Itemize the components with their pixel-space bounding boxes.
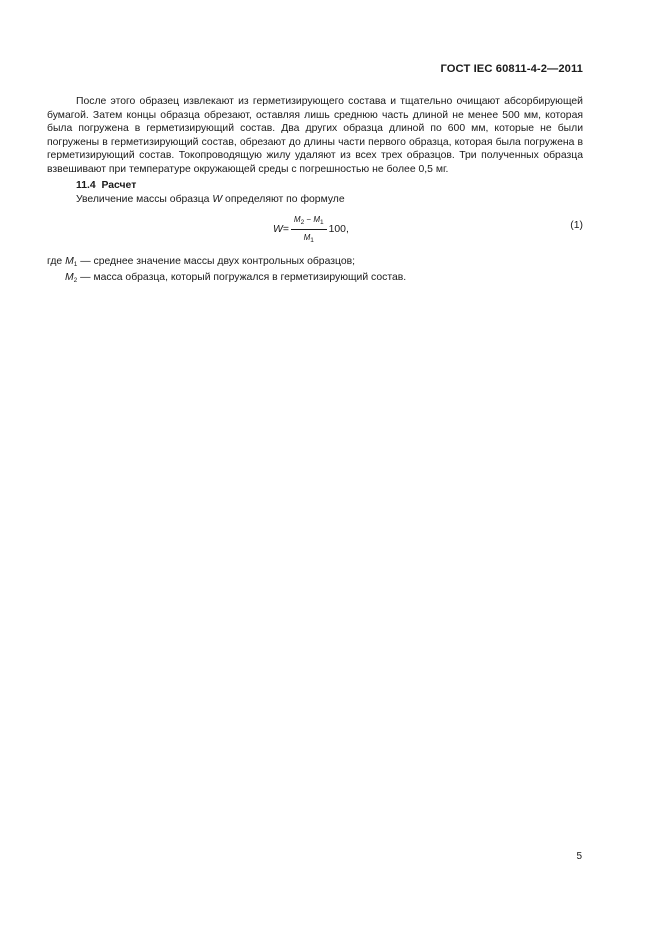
formula-intro-text: Увеличение массы образца xyxy=(76,194,213,206)
numerator-term-b-sub: 1 xyxy=(319,218,324,226)
where1-variable-sub: 1 xyxy=(73,260,78,268)
where1-description: — среднее значение массы двух контрольных образцов; xyxy=(77,255,356,267)
formula-equals: = xyxy=(282,224,289,236)
formula-intro-variable: W xyxy=(212,194,223,206)
where-line-2 xyxy=(65,271,583,288)
where2-variable-sub: 2 xyxy=(73,277,78,285)
formula-fraction xyxy=(291,215,327,246)
formula-intro-text-end: определяют по формуле xyxy=(222,194,345,206)
where-prefix: где xyxy=(47,255,66,267)
page-number: 5 xyxy=(576,851,582,862)
where-line-1 xyxy=(47,255,583,272)
where2-description: — масса образца, который погружался в герметизирующий состав. xyxy=(77,272,407,284)
formula-numerator xyxy=(291,215,327,230)
section-number: 11.4 xyxy=(76,179,96,191)
formula-denominator xyxy=(304,230,314,246)
formula-row xyxy=(47,209,583,253)
body-paragraph: После этого образец извлекают из герметизирующего состава и тщательно очищают абсорбирующей бумагой. Затем концы образца обрезают, оставляя лишь среднюю часть длиной не менее 500 мм, которая была погружена в герметизирующий состав. Два других образца длиной по 600 мм, которые не были погружены в герметизирующий состав, обрезают до длины части первого образца, которая была погружена в герметизирующий состав. Токопроводящую жилу удаляют из всех трех образцов. Три полученных образца взвешивают при температуре окружающей среды с погрешностью не более 0,5 мг. xyxy=(47,96,583,175)
numerator-term-a: M xyxy=(293,214,301,224)
numerator-minus: − xyxy=(304,214,314,224)
equation-number: (1) xyxy=(570,219,583,231)
section-title: Расчет xyxy=(101,179,137,191)
formula-multiplier: 100, xyxy=(328,224,349,236)
formula-intro xyxy=(76,193,583,207)
denominator-term-sub: 1 xyxy=(310,236,314,244)
where1-variable: M xyxy=(65,255,74,267)
section-heading xyxy=(76,179,583,193)
numerator-term-b: M xyxy=(313,214,320,224)
formula-lhs: W xyxy=(273,224,283,236)
page-content xyxy=(47,95,583,288)
numerator-term-a-sub: 2 xyxy=(300,218,305,226)
where2-variable: M xyxy=(65,272,74,284)
formula xyxy=(273,215,349,246)
denominator-term: M xyxy=(303,232,311,242)
document-code: ГОСТ IEC 60811-4-2—2011 xyxy=(440,63,583,75)
